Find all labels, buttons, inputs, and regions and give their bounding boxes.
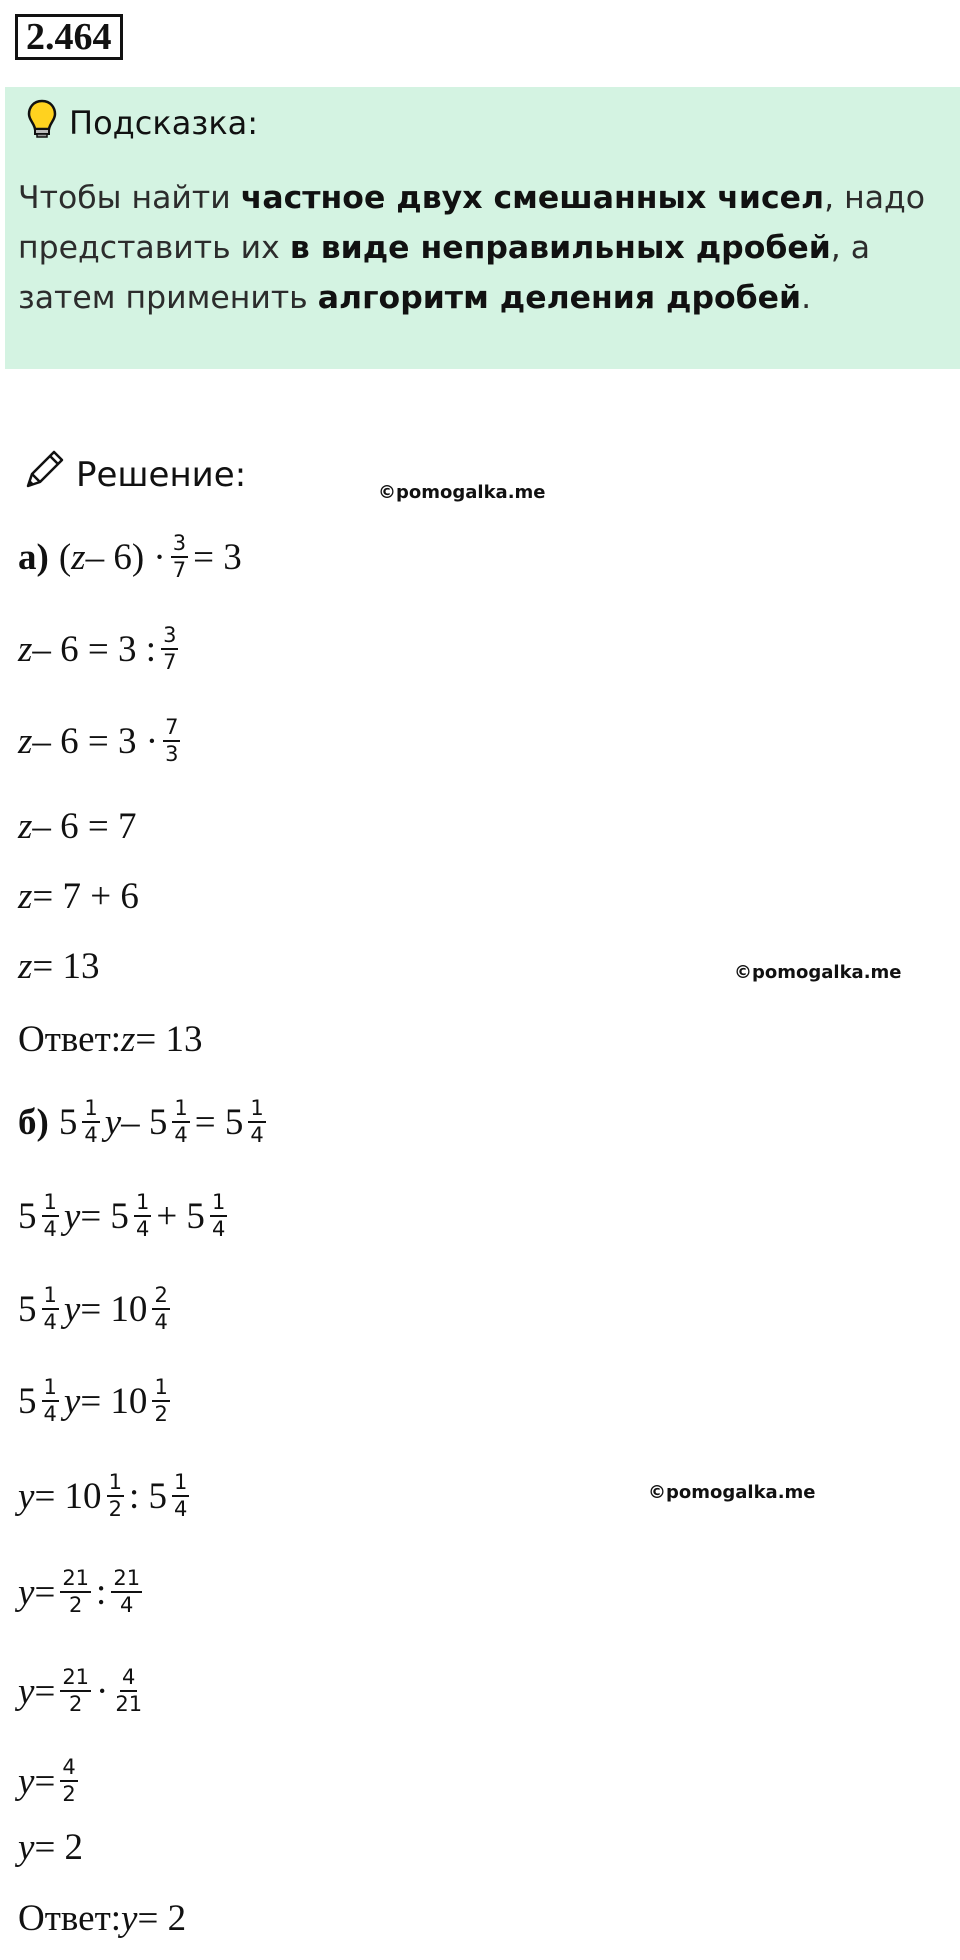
equation-line: y = $\frac{21}{2}$ · $\frac{4}{21}$ [18, 1665, 143, 1716]
equation-line: y = $\frac{4}{2}$ [18, 1755, 76, 1806]
pencil-icon [22, 448, 66, 501]
equation-line: y = 2 [18, 1826, 84, 1868]
watermark: ©pomogalka.me [378, 482, 546, 503]
equation-line: 5 $\frac{1}{4}$ y = 10 $\frac{1}{2}$ [18, 1375, 168, 1426]
equation-line: а) ( z – 6) · $\frac{3}{7}$ = 3 [18, 531, 242, 582]
equation-line: б) 5 $\frac{1}{4}$ y – 5 $\frac{1}{4}$ = 5 $\frac{1}{4}$ [18, 1096, 264, 1147]
equation-line: 5 $\frac{1}{4}$ y = 10 $\frac{2}{4}$ [18, 1283, 168, 1334]
equation-line: 5 $\frac{1}{4}$ y = 5 $\frac{1}{4}$ + 5 $\frac{1}{4}$ [18, 1190, 226, 1241]
fraction: $\frac{4}{2}$ [62, 1755, 76, 1806]
fraction: $\frac{21}{2}$ [62, 1566, 90, 1617]
hint-text: Чтобы найти частное двух смешанных чисел, надо представить их в виде неправильных дробей, а затем применить алгоритм деления дробей. [18, 180, 926, 316]
fraction: $\frac{1}{4}$ [173, 1470, 188, 1521]
fraction: $\frac{1}{2}$ [108, 1470, 122, 1521]
fraction: $\frac{1}{4}$ [43, 1190, 57, 1241]
solution-title-text: Решение: [76, 454, 247, 495]
fraction: $\frac{7}{3}$ [165, 715, 179, 766]
fraction: $\frac{1}{4}$ [43, 1375, 57, 1426]
equation-line: y = $\frac{21}{2}$ : $\frac{21}{4}$ [18, 1566, 141, 1617]
lightbulb-icon [27, 99, 57, 147]
answer-line: Ответ: y = 2 [18, 1897, 187, 1939]
fraction: $\frac{4}{21}$ [115, 1665, 143, 1716]
fraction: $\frac{1}{4}$ [250, 1096, 264, 1147]
watermark: ©pomogalka.me [734, 962, 902, 983]
fraction: $\frac{1}{4}$ [43, 1283, 57, 1334]
solution-title [22, 448, 246, 501]
watermark: ©pomogalka.me [648, 1482, 816, 1503]
fraction: $\frac{3}{7}$ [172, 531, 187, 582]
fraction: $\frac{3}{7}$ [163, 623, 177, 674]
hint-title-text: Подсказка: [69, 104, 259, 142]
fraction: $\frac{1}{4}$ [84, 1096, 98, 1147]
fraction: $\frac{1}{2}$ [154, 1375, 168, 1426]
equation-line: z = 7 + 6 [18, 875, 139, 917]
fraction: $\frac{2}{4}$ [154, 1283, 168, 1334]
equation-line: z – 6 = 7 [18, 805, 137, 847]
fraction: $\frac{1}{4}$ [135, 1190, 150, 1241]
answer-line: Ответ: z = 13 [18, 1018, 203, 1060]
equation-line: z – 6 = 3 : $\frac{3}{7}$ [18, 623, 177, 674]
equation-line: y = 10 $\frac{1}{2}$ : 5 $\frac{1}{4}$ [18, 1470, 188, 1521]
fraction: $\frac{1}{4}$ [174, 1096, 188, 1147]
fraction: $\frac{1}{4}$ [211, 1190, 226, 1241]
hint-title [27, 99, 258, 147]
task-number: 2.464 [15, 14, 123, 60]
fraction: $\frac{21}{4}$ [113, 1566, 141, 1617]
fraction: $\frac{21}{2}$ [62, 1665, 90, 1716]
hint-box [5, 87, 960, 369]
equation-line: z – 6 = 3 · $\frac{7}{3}$ [18, 715, 179, 766]
equation-line: z = 13 [18, 945, 100, 987]
